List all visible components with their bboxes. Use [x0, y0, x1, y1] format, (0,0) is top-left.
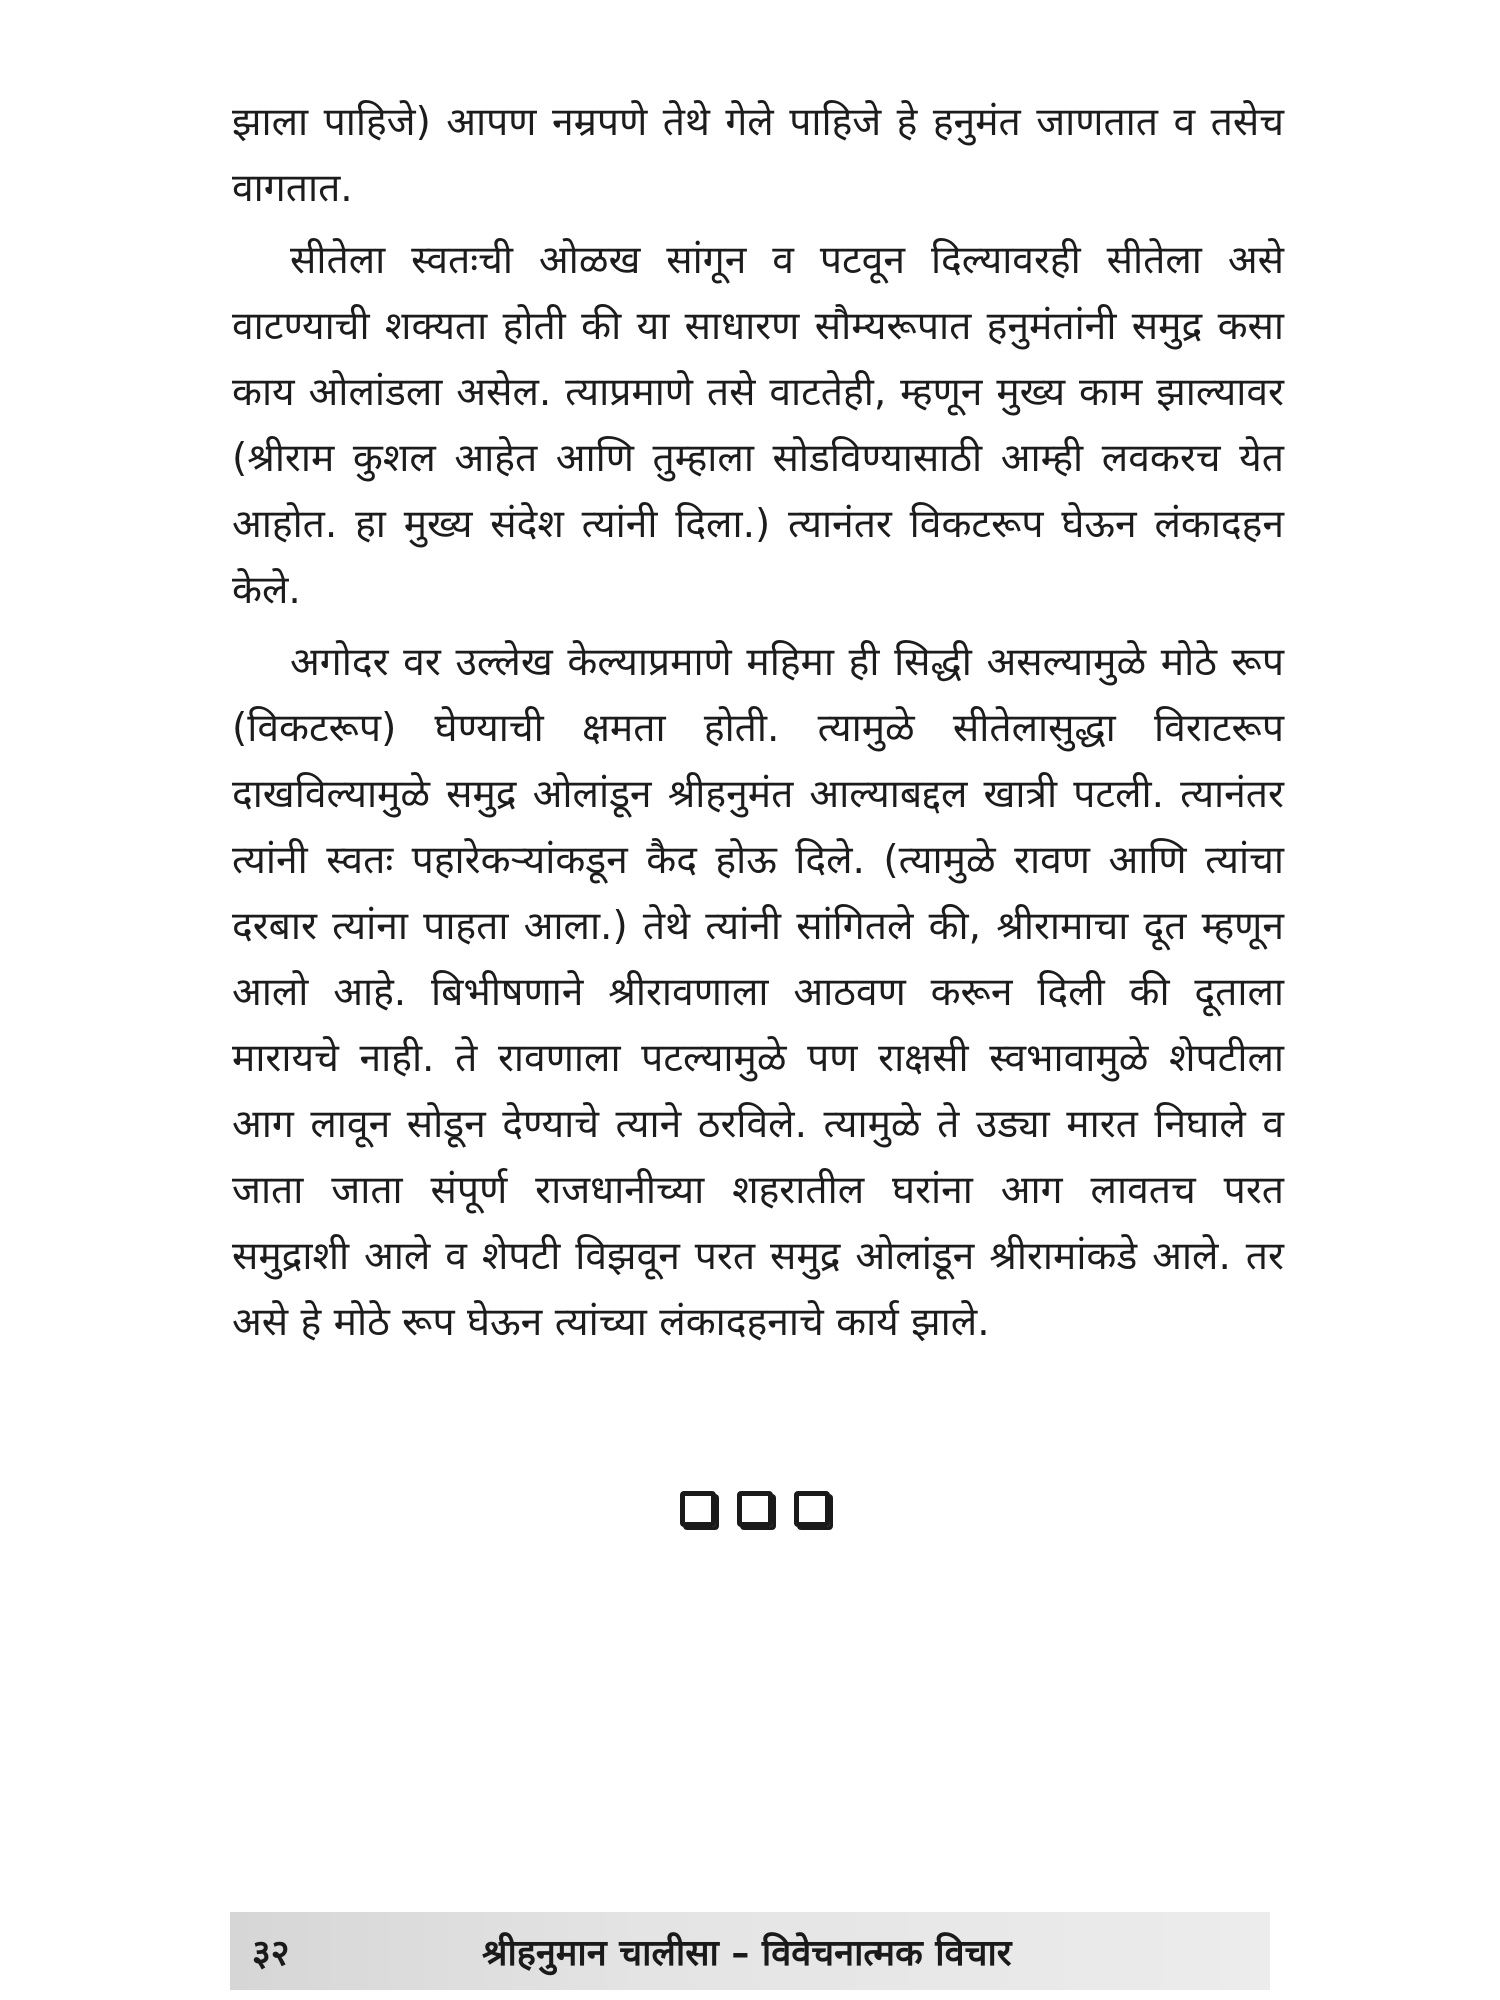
paragraph: सीतेला स्वतःची ओळख सांगून व पटवून दिल्यावरही सीतेला असे वाटण्याची शक्यता होती की या साधारण सौम्यरूपात हनुमंतांनी समुद्र कसा काय ओलांडला असेल. त्याप्रमाणे तसे वाटतेही, म्हणून मुख्य काम झाल्यावर (श्रीराम कुशल आहेत आणि तुम्हाला सोडविण्यासाठी आम्ही लवकरच येत आहोत. हा मुख्य संदेश त्यांनी दिला.) त्यानंतर विकटरूप घेऊन लंकादहन केले. [232, 238, 1284, 613]
page-footer [230, 1912, 1270, 1990]
body-text [232, 90, 1284, 1362]
running-title: श्रीहनुमान चालीसा – विवेचनात्मक विचार [482, 1932, 1012, 1974]
section-end-separator-icon [680, 1486, 830, 1532]
page-number: ३२ [252, 1932, 290, 1974]
paragraph-continued: झाला पाहिजे) आपण नम्रपणे तेथे गेले पाहिजे हे हनुमंत जाणतात व तसेच वागतात. [232, 100, 1284, 211]
square-box-icon [794, 1491, 830, 1527]
paragraph: अगोदर वर उल्लेख केल्याप्रमाणे महिमा ही सिद्धी असल्यामुळे मोठे रूप (विकटरूप) घेण्याची क्षमता होती. त्यामुळे सीतेलासुद्धा विराटरूप दाखविल्यामुळे समुद्र ओलांडून श्रीहनुमंत आल्याबद्दल खात्री पटली. त्यानंतर त्यांनी स्वतः पहारेकऱ्यांकडून कैद होऊ दिले. (त्यामुळे रावण आणि त्यांचा दरबार त्यांना पाहता आला.) तेथे त्यांनी सांगितले की, श्रीरामाचा दूत म्हणून आलो आहे. बिभीषणाने श्रीरावणाला आठवण करून दिली की दूताला मारायचे नाही. ते रावणाला पटल्यामुळे पण राक्षसी स्वभावामुळे शेपटीला आग लावून सोडून देण्याचे त्याने ठरविले. त्यामुळे ते उड्या मारत निघाले व जाता जाता संपूर्ण राजधानीच्या शहरातील घरांना आग लावतच परत समुद्राशी आले व शेपटी विझवून परत समुद्र ओलांडून श्रीरामांकडे आले. तर असे हे मोठे रूप घेऊन त्यांच्या लंकादहनाचे कार्य झाले. [232, 640, 1284, 1345]
square-box-icon [737, 1491, 773, 1527]
square-box-icon [680, 1491, 716, 1527]
